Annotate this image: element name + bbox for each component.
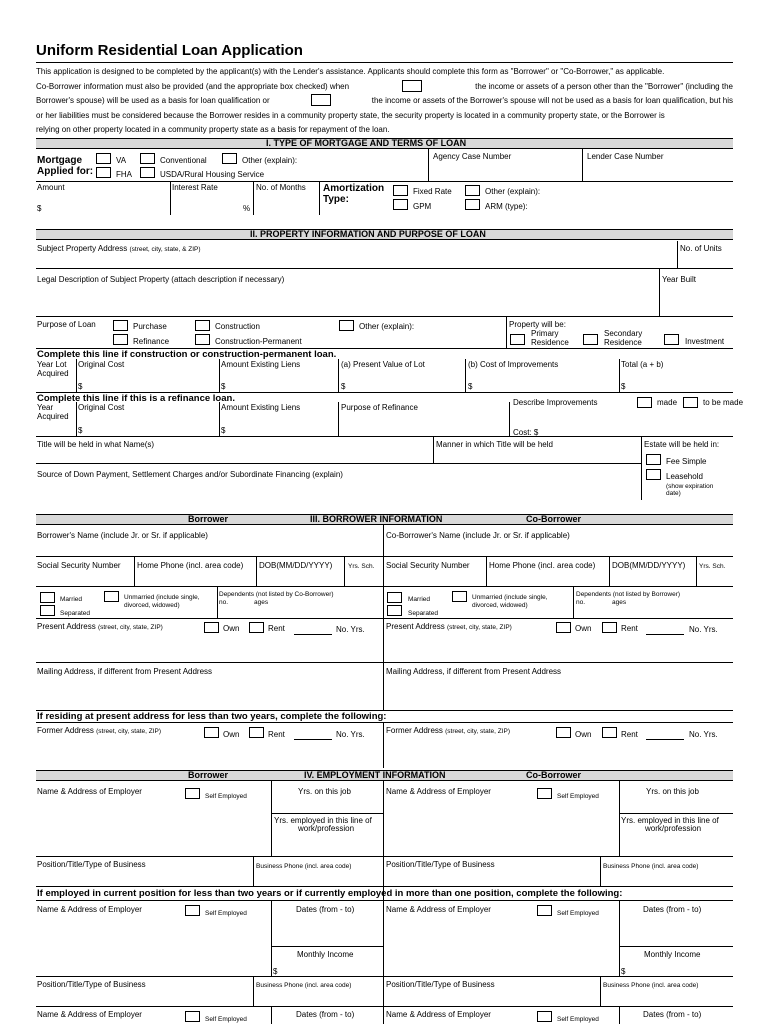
construction-line-label: Complete this line if construction or construction-permanent loan.	[37, 349, 337, 360]
amortization-label: Amortization	[323, 183, 385, 194]
employer-label: Name & Address of Employer	[37, 787, 142, 796]
existing-liens2-dollar: $	[221, 426, 226, 435]
prev-employer-3-label: Name & Address of Employer	[37, 1010, 142, 1019]
borrower-name-label: Borrower's Name (include Jr. or Sr. if applicable)	[37, 531, 208, 540]
leasehold-note-2: date)	[666, 490, 681, 497]
divider	[465, 359, 466, 392]
borrower-separated-checkbox[interactable]	[40, 605, 55, 616]
present-address-label	[37, 622, 163, 632]
year-lot-label: Year Lot	[37, 360, 67, 369]
estate-label: Estate will be held in:	[644, 440, 720, 449]
business-phone-label: Business Phone (incl. area code)	[256, 863, 352, 870]
cost-improvements-dollar: $	[468, 382, 473, 391]
section-3-borrower: Borrower	[188, 514, 229, 524]
leasehold-label: Leasehold	[666, 472, 703, 481]
amortization-type-label: Type:	[323, 194, 349, 205]
to-be-made-label: to be made	[703, 398, 744, 407]
section-4-center-divider	[383, 781, 384, 1024]
cost-label: Cost: $	[513, 428, 539, 437]
present-address2-label	[386, 622, 512, 632]
unmarried2-label-1: Unmarried (include single,	[472, 594, 548, 601]
refinance-label: Refinance	[133, 337, 170, 346]
divider	[486, 556, 487, 586]
dependents2-no-label: no.	[576, 599, 586, 606]
divider	[134, 556, 135, 586]
months-label: No. of Months	[256, 183, 306, 192]
intro-line-3b: the income or assets of the Borrower's spouse will not be used as a basis for loan qualification, but his	[371, 96, 733, 106]
subject-address-text: Subject Property Address	[37, 244, 128, 253]
divider	[253, 976, 254, 1006]
prev-employer-2-label: Name & Address of Employer	[386, 905, 491, 914]
purpose-refinance-label: Purpose of Refinance	[341, 403, 418, 412]
rule	[294, 634, 332, 635]
monthly-income-2-label: Monthly Income	[644, 950, 701, 959]
amount-dollar: $	[37, 204, 42, 213]
dates-1-label: Dates (from - to)	[296, 905, 355, 914]
va-label: VA	[116, 156, 127, 165]
section-2-header	[36, 229, 733, 240]
yrs-job-label: Yrs. on this job	[298, 787, 351, 796]
rule	[36, 556, 733, 557]
divider	[271, 900, 272, 976]
rule	[294, 739, 332, 740]
dob2-label: DOB(MM/DD/YYYY)	[612, 561, 686, 570]
intro-text	[36, 65, 733, 138]
divider	[659, 268, 660, 316]
borrower-unmarried-checkbox[interactable]	[104, 591, 119, 602]
original-cost-dollar: $	[78, 382, 83, 391]
present-rent-checkbox[interactable]	[249, 622, 264, 633]
own2-label: Own	[575, 624, 592, 633]
lender-case-label: Lender Case Number	[587, 152, 664, 161]
prev-self-employed-4-label: Self Employed	[557, 1016, 599, 1023]
present-address2-text: Present Address	[386, 622, 445, 631]
other-mortgage-checkbox[interactable]	[222, 153, 237, 164]
other-purpose-checkbox[interactable]	[339, 320, 354, 331]
present-own-checkbox[interactable]	[204, 622, 219, 633]
separated-label: Separated	[60, 610, 90, 617]
former-address2-text: Former Address	[386, 726, 443, 735]
va-checkbox[interactable]	[96, 153, 111, 164]
employer2-label: Name & Address of Employer	[386, 787, 491, 796]
prev-self-employed-2-label: Self Employed	[557, 910, 599, 917]
mortgage-label: Mortgage	[37, 155, 82, 166]
investment-checkbox[interactable]	[664, 334, 679, 345]
rule	[36, 856, 733, 857]
existing-liens-label: Amount Existing Liens	[221, 360, 301, 369]
dependents-label: Dependents (not listed by Co-Borrower)	[219, 591, 334, 598]
no-yrs2-label: No. Yrs.	[689, 625, 718, 634]
divider	[271, 1006, 272, 1024]
usda-checkbox[interactable]	[140, 167, 155, 178]
prev-employer-1-label: Name & Address of Employer	[37, 905, 142, 914]
position2-label: Position/Title/Type of Business	[386, 860, 495, 869]
divider	[506, 316, 507, 348]
unmarried-label-1: Unmarried (include single,	[124, 594, 200, 601]
subject-address-label	[37, 244, 201, 254]
gpm-checkbox[interactable]	[393, 199, 408, 210]
divider	[271, 781, 272, 856]
former2-own-checkbox[interactable]	[556, 727, 571, 738]
divider	[619, 1006, 620, 1024]
intro-line-3	[36, 94, 733, 109]
former-rent-checkbox[interactable]	[249, 727, 264, 738]
prev-self-employed-3-checkbox[interactable]	[185, 1011, 200, 1022]
title-held-label: Title will be held in what Name(s)	[37, 440, 155, 449]
coborrower-separated-checkbox[interactable]	[387, 605, 402, 616]
dependents2-label: Dependents (not listed by Borrower)	[576, 591, 681, 598]
rule	[36, 618, 733, 619]
agency-case-label: Agency Case Number	[433, 152, 512, 161]
divider	[619, 900, 620, 976]
section-4-borrower: Borrower	[188, 770, 229, 780]
intro-line-2b: the income or assets of a person other than the "Borrower" (including the	[475, 81, 733, 91]
coborrower-name-label: Co-Borrower's Name (include Jr. or Sr. if applicable)	[386, 531, 570, 540]
secondary-residence-label: Residence	[604, 338, 642, 347]
property-will-be-label: Property will be:	[509, 320, 566, 329]
position-label: Position/Title/Type of Business	[37, 860, 146, 869]
refinance-checkbox[interactable]	[113, 334, 128, 345]
section-3-header	[36, 514, 733, 525]
divider	[338, 359, 339, 392]
section-1-header	[36, 138, 733, 149]
separated2-label: Separated	[408, 610, 438, 617]
intro-line-4: or her liabilities must be considered because the Borrower resides in a community property state, the security property is located in a community property state, or the Borrower is	[36, 110, 665, 120]
section-2-title: II. PROPERTY INFORMATION AND PURPOSE OF LOAN	[250, 229, 486, 239]
other-purpose-label: Other (explain):	[359, 322, 415, 331]
divider	[619, 781, 620, 856]
home-phone2-label: Home Phone (incl. area code)	[489, 561, 596, 570]
divider	[219, 402, 220, 436]
yrs-line2-label-2: work/profession	[645, 824, 702, 833]
self-employed2-checkbox[interactable]	[537, 788, 552, 799]
divider	[219, 359, 220, 392]
prev-position-2-label: Position/Title/Type of Business	[386, 980, 495, 989]
own-label: Own	[223, 624, 240, 633]
original-cost2-label: Original Cost	[78, 403, 125, 412]
divider	[76, 359, 77, 392]
dates-4-label: Dates (from - to)	[643, 1010, 702, 1019]
secondary-label: Secondary	[604, 329, 643, 338]
rule	[36, 1006, 733, 1007]
source-label: Source of Down Payment, Settlement Charges and/or Subordinate Financing (explain)	[37, 470, 343, 479]
purpose-label: Purpose of Loan	[37, 320, 96, 329]
coborrower-unmarried-checkbox[interactable]	[452, 591, 467, 602]
former-address2-note: (street, city, state, ZIP)	[445, 728, 511, 735]
year-built-label: Year Built	[662, 275, 696, 284]
prev-self-employed-2-checkbox[interactable]	[537, 905, 552, 916]
self-employed-label: Self Employed	[205, 793, 247, 800]
borrower-married-checkbox[interactable]	[40, 592, 55, 603]
unmarried2-label-2: divorced, widowed)	[472, 602, 528, 609]
usda-label: USDA/Rural Housing Service	[160, 170, 265, 179]
interest-percent: %	[243, 204, 251, 213]
section-3-title: III. BORROWER INFORMATION	[310, 514, 443, 524]
prev-position-1-label: Position/Title/Type of Business	[37, 980, 146, 989]
cost-improvements-label: (b) Cost of Improvements	[468, 360, 559, 369]
fha-checkbox[interactable]	[96, 167, 111, 178]
construction-checkbox[interactable]	[195, 320, 210, 331]
rule	[271, 946, 383, 947]
rule	[36, 316, 733, 317]
rent-label: Rent	[268, 624, 285, 633]
arm-checkbox[interactable]	[465, 199, 480, 210]
own4-label: Own	[575, 730, 592, 739]
refinance-line-label: Complete this line if this is a refinance loan.	[37, 393, 235, 404]
legal-description-label: Legal Description of Subject Property (attach description if necessary)	[37, 275, 285, 284]
former-line-label: If residing at present address for less than two years, complete the following:	[37, 711, 387, 722]
divider	[170, 181, 171, 215]
prev-self-employed-1-checkbox[interactable]	[185, 905, 200, 916]
existing-liens-dollar: $	[221, 382, 226, 391]
no-yrs3-label: No. Yrs.	[336, 730, 365, 739]
divider	[76, 402, 77, 436]
gpm-label: GPM	[413, 202, 432, 211]
intro-line-1: This application is designed to be completed by the applicant(s) with the Lender's assistance. Applicants should complete this form as "Borrower" or "Co-Borrower," as applicable.	[36, 67, 665, 76]
rule	[619, 946, 733, 947]
improvements-to-be-made-checkbox[interactable]	[683, 397, 698, 408]
other-amort-checkbox[interactable]	[465, 185, 480, 196]
present-address2-note: (street, city, state, ZIP)	[446, 624, 512, 631]
other-mortgage-label: Other (explain):	[242, 156, 298, 165]
intro-line-2	[36, 80, 733, 95]
construction-perm-label: Construction-Permanent	[215, 337, 302, 346]
monthly-income-2-dollar: $	[621, 967, 626, 976]
rule	[36, 722, 733, 723]
mailing2-label: Mailing Address, if different from Present Address	[386, 667, 562, 676]
rule	[619, 813, 733, 814]
present-value-label: (a) Present Value of Lot	[341, 360, 425, 369]
dob-label: DOB(MM/DD/YYYY)	[259, 561, 333, 570]
divider	[573, 586, 574, 618]
rule	[646, 634, 684, 635]
business-phone2-label: Business Phone (incl. area code)	[603, 863, 699, 870]
yrs-sch2-label: Yrs. Sch.	[699, 563, 726, 570]
conventional-label: Conventional	[160, 156, 207, 165]
amount-label: Amount	[37, 183, 65, 192]
divider	[509, 402, 510, 436]
dates-3-label: Dates (from - to)	[296, 1010, 355, 1019]
rent2-label: Rent	[621, 624, 638, 633]
fha-label: FHA	[116, 170, 132, 179]
present2-own-checkbox[interactable]	[556, 622, 571, 633]
total-dollar: $	[621, 382, 626, 391]
original-cost2-dollar: $	[78, 426, 83, 435]
yrs-job2-label: Yrs. on this job	[646, 787, 699, 796]
ssn-label: Social Security Number	[37, 561, 121, 570]
intro-line-2a: Co-Borrower information must also be provided (and the appropriate box checked) when	[36, 81, 350, 91]
fee-simple-label: Fee Simple	[666, 457, 707, 466]
form-title: Uniform Residential Loan Application	[36, 42, 303, 59]
divider	[600, 976, 601, 1006]
rule	[36, 886, 733, 887]
divider	[433, 436, 434, 463]
purchase-label: Purchase	[133, 322, 167, 331]
yrs-line-label-2: work/profession	[298, 824, 355, 833]
leasehold-checkbox[interactable]	[646, 469, 661, 480]
fixed-rate-label: Fixed Rate	[413, 187, 452, 196]
purchase-checkbox[interactable]	[113, 320, 128, 331]
divider	[609, 556, 610, 586]
interest-rate-label: Interest Rate	[172, 183, 218, 192]
improvements-made-checkbox[interactable]	[637, 397, 652, 408]
section-3-coborrower: Co-Borrower	[526, 514, 582, 524]
present-address-text: Present Address	[37, 622, 96, 631]
present-address-note: (street, city, state, ZIP)	[97, 624, 163, 631]
divider	[217, 586, 218, 618]
mailing-label: Mailing Address, if different from Present Address	[37, 667, 213, 676]
fixed-rate-checkbox[interactable]	[393, 185, 408, 196]
no-yrs4-label: No. Yrs.	[689, 730, 718, 739]
prev-business-phone-1-label: Business Phone (incl. area code)	[256, 982, 352, 989]
yrs-sch-label: Yrs. Sch.	[348, 563, 375, 570]
present-value-dollar: $	[341, 382, 346, 391]
self-employed-checkbox[interactable]	[185, 788, 200, 799]
primary-residence-label: Residence	[531, 338, 569, 347]
prev-self-employed-1-label: Self Employed	[205, 910, 247, 917]
self-employed2-label: Self Employed	[557, 793, 599, 800]
leasehold-note-1: (show expiration	[666, 483, 714, 490]
yrs-line2-label-1: Yrs. employed in this line of	[621, 816, 719, 825]
original-cost-label: Original Cost	[78, 360, 125, 369]
divider	[600, 856, 601, 886]
divider	[319, 181, 320, 215]
unmarried-label-2: divorced, widowed)	[124, 602, 180, 609]
divider	[344, 556, 345, 586]
rule	[36, 976, 733, 977]
divider	[253, 181, 254, 215]
acquired2-label: Acquired	[37, 412, 69, 421]
year-label: Year	[37, 403, 54, 412]
prev-business-phone-2-label: Business Phone (incl. area code)	[603, 982, 699, 989]
former-address-text: Former Address	[37, 726, 94, 735]
divider	[641, 436, 642, 500]
rule	[36, 181, 733, 182]
total-label: Total (a + b)	[621, 360, 664, 369]
divider	[428, 149, 429, 181]
coborrower-married-checkbox[interactable]	[387, 592, 402, 603]
rule	[36, 662, 733, 663]
rule	[36, 463, 641, 464]
former-address-note: (street, city, state, ZIP)	[96, 728, 162, 735]
married2-label: Married	[408, 596, 431, 603]
primary-residence-checkbox[interactable]	[510, 334, 525, 345]
intro-line-3a: Borrower's spouse) will be used as a basis for loan qualification or	[36, 96, 270, 106]
rule	[646, 739, 684, 740]
yrs-line-label-1: Yrs. employed in this line of	[274, 816, 372, 825]
married-label: Married	[60, 596, 83, 603]
former-address2-label	[386, 726, 510, 736]
divider	[383, 722, 384, 768]
secondary-residence-checkbox[interactable]	[583, 334, 598, 345]
subject-address-note: (street, city, state, & ZIP)	[129, 246, 201, 253]
applied-for-label: Applied for:	[37, 166, 94, 177]
no-yrs-label: No. Yrs.	[336, 625, 365, 634]
coborrower-income-checkbox[interactable]	[402, 80, 422, 92]
section-1-title: I. TYPE OF MORTGAGE AND TERMS OF LOAN	[266, 138, 467, 148]
monthly-income-1-dollar: $	[273, 967, 278, 976]
rent4-label: Rent	[621, 730, 638, 739]
monthly-income-1-label: Monthly Income	[297, 950, 354, 959]
acquired-label: Acquired	[37, 369, 69, 378]
former-own-checkbox[interactable]	[204, 727, 219, 738]
prev-employer-4-label: Name & Address of Employer	[386, 1010, 491, 1019]
section-4-header	[36, 770, 733, 781]
home-phone-label: Home Phone (incl. area code)	[137, 561, 244, 570]
rule	[36, 586, 733, 587]
rule	[271, 813, 383, 814]
investment-label: Investment	[685, 337, 725, 346]
other-amort-label: Other (explain):	[485, 187, 541, 196]
describe-improvements-label: Describe Improvements	[513, 398, 598, 407]
divider	[677, 241, 678, 268]
arm-label: ARM (type):	[485, 202, 528, 211]
primary-label: Primary	[531, 329, 559, 338]
divider	[696, 556, 697, 586]
current-position-line-label: If employed in current position for less than two years or if currently employed in more than one position, complete the following:	[37, 888, 623, 899]
dependents2-ages-label: ages	[612, 599, 627, 606]
made-label: made	[657, 398, 678, 407]
section-4-title: IV. EMPLOYMENT INFORMATION	[304, 770, 446, 780]
units-label: No. of Units	[680, 244, 722, 253]
construction-perm-checkbox[interactable]	[195, 334, 210, 345]
dependents-no-label: no.	[219, 599, 229, 606]
prev-self-employed-4-checkbox[interactable]	[537, 1011, 552, 1022]
existing-liens2-label: Amount Existing Liens	[221, 403, 301, 412]
own3-label: Own	[223, 730, 240, 739]
present2-rent-checkbox[interactable]	[602, 622, 617, 633]
divider	[256, 556, 257, 586]
divider	[338, 402, 339, 436]
spouse-income-checkbox[interactable]	[311, 94, 331, 106]
divider	[253, 856, 254, 886]
section-4-coborrower: Co-Borrower	[526, 770, 582, 780]
rule	[36, 268, 733, 269]
dependents-ages-label: ages	[254, 599, 269, 606]
rule	[36, 900, 733, 901]
dates-2-label: Dates (from - to)	[643, 905, 702, 914]
manner-label: Manner in which Title will be held	[436, 440, 553, 449]
construction-label: Construction	[215, 322, 260, 331]
former-address-label	[37, 726, 161, 736]
ssn2-label: Social Security Number	[386, 561, 470, 570]
divider	[619, 359, 620, 392]
title-rule	[36, 62, 733, 63]
divider	[582, 149, 583, 181]
conventional-checkbox[interactable]	[140, 153, 155, 164]
rent3-label: Rent	[268, 730, 285, 739]
former2-rent-checkbox[interactable]	[602, 727, 617, 738]
prev-self-employed-3-label: Self Employed	[205, 1016, 247, 1023]
intro-line-5: relying on other property located in a community property state as a basis for repayment of the loan.	[36, 125, 390, 135]
fee-simple-checkbox[interactable]	[646, 454, 661, 465]
rule	[36, 436, 733, 437]
